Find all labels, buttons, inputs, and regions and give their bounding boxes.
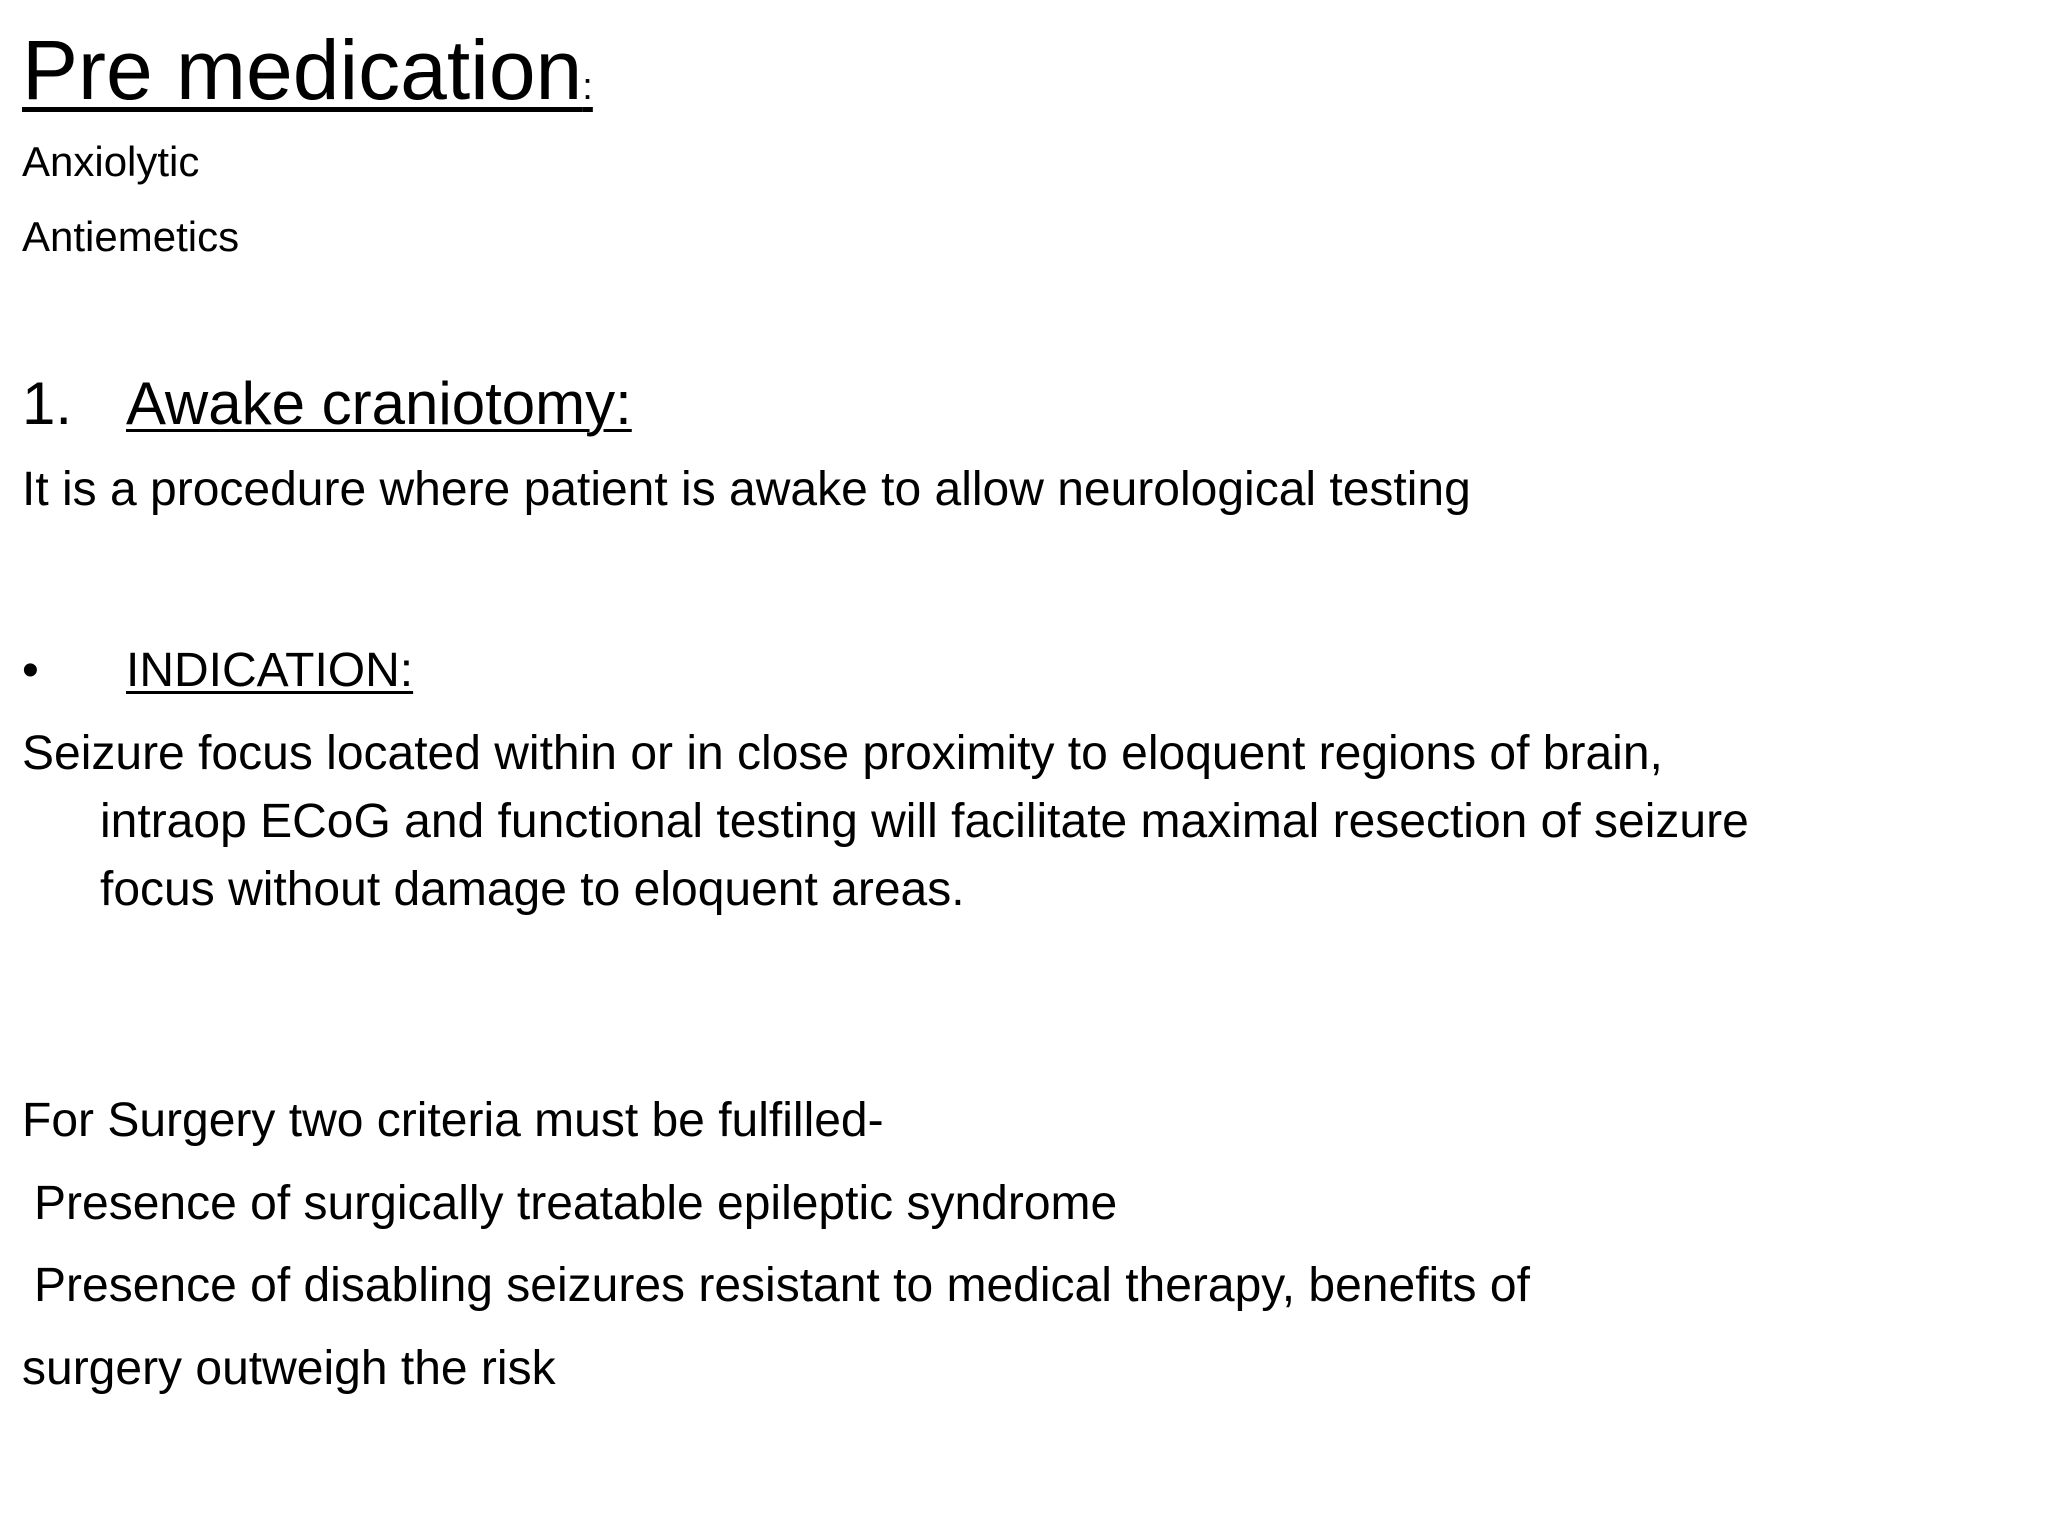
section-heading-text: Awake craniotomy:: [126, 370, 632, 437]
bullet-icon: •: [22, 644, 39, 697]
page-title-colon: :: [582, 66, 593, 108]
page-title: [22, 23, 593, 117]
section-heading: [22, 370, 632, 437]
premedication-item-antiemetics: Antiemetics: [22, 213, 240, 260]
surgery-criteria-intro: For Surgery two criteria must be fulfilled-: [22, 1094, 884, 1147]
indication-line-1: Seizure focus located within or in close proximity to eloquent regions of brain,: [22, 727, 1663, 780]
surgery-criterion-2: Presence of disabling seizures resistant to medical therapy, benefits of: [34, 1259, 1530, 1312]
page-title-text: Pre medication: [22, 23, 583, 117]
awake-craniotomy-definition: It is a procedure where patient is awake to allow neurological testing: [22, 463, 1471, 516]
surgery-criteria-continuation: surgery outweigh the risk: [22, 1342, 556, 1395]
indication-heading: [22, 644, 414, 697]
indication-line-3: focus without damage to eloquent areas.: [100, 863, 965, 916]
indication-line-2: intraop ECoG and functional testing will facilitate maximal resection of seizure: [100, 795, 1749, 848]
premedication-item-anxiolytic: Anxiolytic: [22, 138, 200, 185]
section-number: 1.: [22, 370, 73, 437]
indication-label: INDICATION:: [126, 644, 414, 697]
surgery-criterion-1: Presence of surgically treatable epileptic syndrome: [34, 1177, 1118, 1230]
